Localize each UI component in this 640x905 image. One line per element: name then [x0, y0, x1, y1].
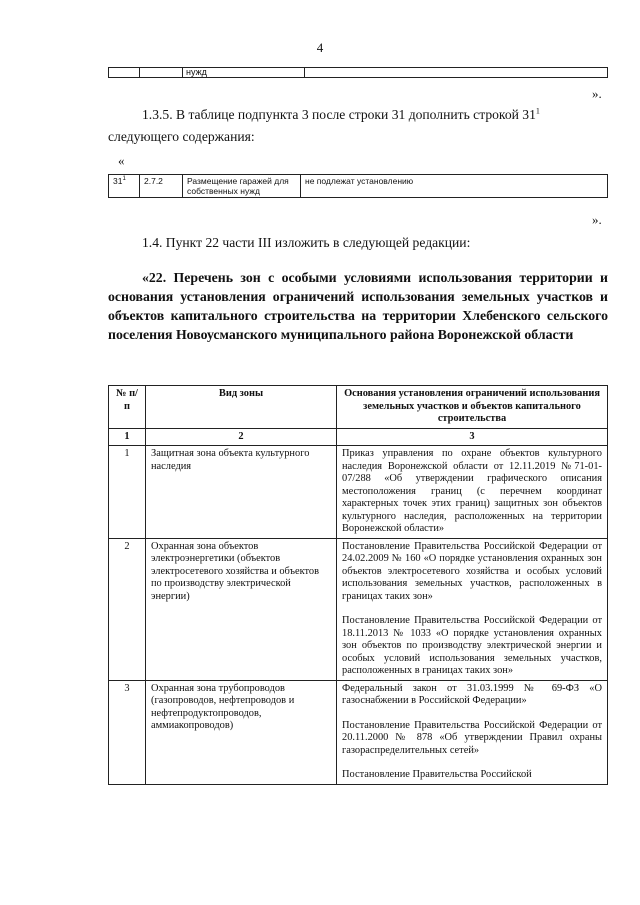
- table-cell: 2: [146, 428, 337, 446]
- basis-paragraph: Приказ управления по охране объектов культурного наследия Воронежской области от 12.11.2019 №71-01-07/288 «Об утверждении графического описания местоположения границ (с перечнем координат характерных точек этих границ) защитных зон объектов культурного наследия, расположенных на территории Воронежской области»: [342, 448, 602, 534]
- table-cell: [140, 68, 183, 78]
- table-row: [109, 680, 608, 784]
- table-cell: [305, 68, 608, 78]
- previous-table-fragment: [108, 67, 608, 78]
- table-row: [109, 538, 608, 680]
- opening-quote: «: [118, 153, 125, 168]
- paragraph-text: 1.4. Пункт 22 части III изложить в следующей редакции:: [142, 235, 471, 250]
- row-31-1-table: [108, 174, 608, 198]
- table-cell: 3: [337, 428, 608, 446]
- paragraph-1-4: [108, 232, 608, 254]
- zone-type: Охранная зона трубопроводов (газопроводов, нефтепроводов и нефтепродуктопроводов, аммиакопроводов): [146, 680, 337, 784]
- table-row: [109, 446, 608, 539]
- basis-paragraph: Постановление Правительства Российской Федерации от 20.11.2000 № 878 «Об утверждении Правил охраны газораспределительных сетей»: [342, 719, 602, 756]
- table-row: [109, 175, 608, 198]
- page-number: 4: [316, 40, 324, 55]
- paragraph-text: следующего содержания:: [108, 129, 255, 144]
- zone-type: Охранная зона объектов электроэнергетики (объектов электросетевого хозяйства и объектов по производству электрической энергии): [146, 538, 337, 680]
- header-basis: Основания установления ограничений использования земельных участков и объектов капитального строительства: [337, 386, 608, 429]
- basis-paragraph: Федеральный закон от 31.03.1999 № 69-ФЗ «О газоснабжении в Российской Федерации»: [342, 682, 602, 706]
- basis-paragraph: Постановление Правительства Российской Федерации от 24.02.2009 № 160 «О порядке установления охранных зон объектов электросетевого хозяйства и особых условий использования земельных участков, расположенных в границах таких зон»: [342, 540, 602, 602]
- table-cell: 2.7.2: [140, 175, 183, 198]
- superscript: 1: [535, 106, 540, 116]
- closing-quote: ».: [592, 86, 602, 101]
- table-cell: [109, 68, 140, 78]
- table-cell: Размещение гаражей для собственных нужд: [183, 175, 301, 198]
- closing-quote: ».: [592, 212, 602, 227]
- zone-basis: [337, 446, 608, 539]
- section-heading: [108, 268, 608, 344]
- zone-type: Защитная зона объекта культурного наследия: [146, 446, 337, 539]
- row-number: 3: [109, 680, 146, 784]
- row-number: 1: [109, 446, 146, 539]
- heading-text: «22. Перечень зон с особыми условиями использования территории и основания установления ограничений использования земельных участков и объектов капитального строительства на территории Хлебенского сельского поселения Новоусманского муниципального района Воронежской области: [108, 270, 608, 342]
- paragraph-1-3-5: [108, 104, 608, 148]
- zones-table: [108, 385, 608, 785]
- table-index-row: [109, 428, 608, 446]
- header-zone-type: Вид зоны: [146, 386, 337, 429]
- table-cell: не подлежат установлению: [301, 175, 608, 198]
- zone-basis: [337, 538, 608, 680]
- table-cell: 1: [109, 428, 146, 446]
- zone-basis: [337, 680, 608, 784]
- paragraph-text: 1.3.5. В таблице подпункта 3 после строки 31 дополнить строкой 31: [142, 107, 536, 122]
- basis-paragraph: Постановление Правительства Российской: [342, 769, 532, 780]
- row-number: 2: [109, 538, 146, 680]
- table-header-row: [109, 386, 608, 429]
- header-number: № п/п: [109, 386, 146, 429]
- table-cell: $31^1$: [109, 175, 140, 198]
- basis-paragraph: Постановление Правительства Российской Федерации от 18.11.2013 № 1033 «О порядке установления охранных зон объектов по производству электрической энергии и особых условий использования земельных участков, расположенных в границах таких зон»: [342, 615, 602, 676]
- table-cell: нужд: [183, 68, 305, 78]
